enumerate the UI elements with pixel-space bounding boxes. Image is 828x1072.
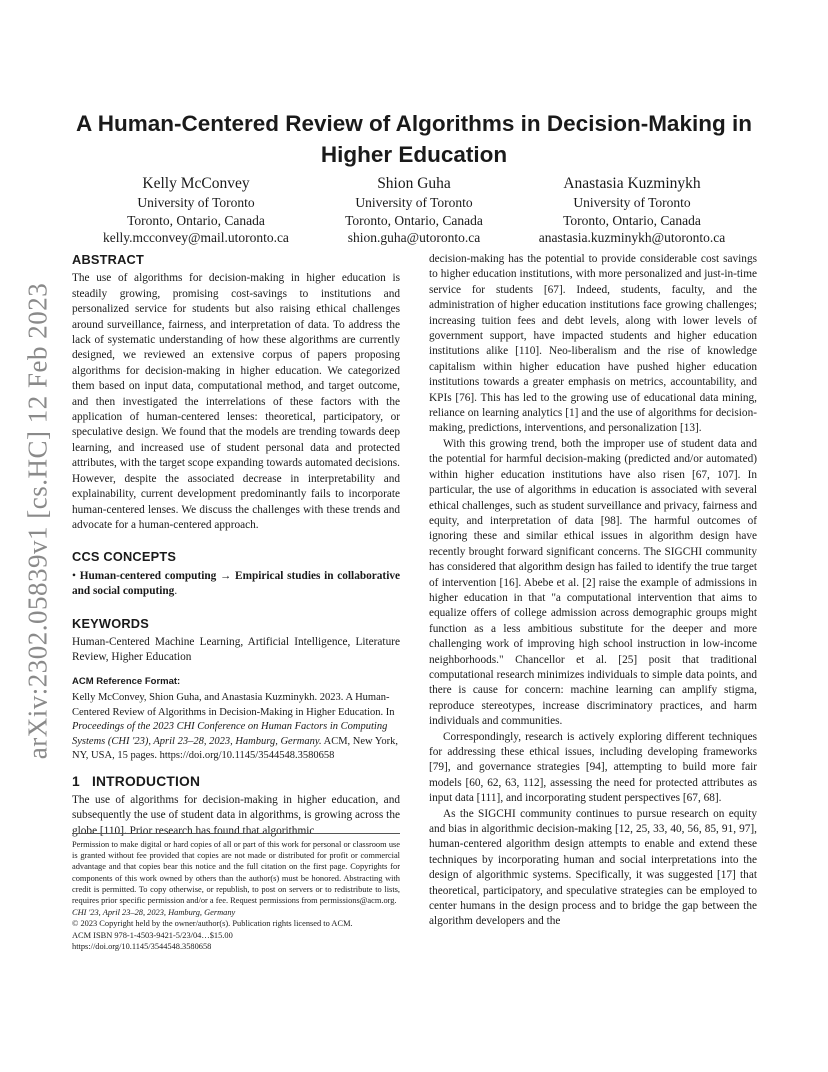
author-email: kelly.mcconvey@mail.utoronto.ca [103, 230, 289, 245]
author-block-1 [96, 174, 296, 247]
reference-text: Kelly McConvey, Shion Guha, and Anastasia Kuzminykh. 2023. A Human-Centered Review of Algorithms in Decision-Making in Higher Education. In [72, 692, 395, 718]
introduction-heading: 1 INTRODUCTION [72, 773, 201, 789]
author-location: Toronto, Ontario, Canada [563, 212, 701, 228]
abstract-text: The use of algorithms for decision-making in higher education is steadily growing, promising cost-savings to institutions and personalized service for students but also raising ethical challenges around surveillance, fairness, and interpretation of data. To address the lack of systematic understanding of how these algorithms are currently designed, we reviewed an extensive corpus of papers proposing algorithms for decision-making in higher education. We categorized them based on input data, computational method, and target outcome, and then investigated the interrelations of these factors with the application of human-centered lenses: theoretical, participatory, or speculative design. We found that the models are trending towards deep learning, and increased use of student personal data and protected attributes, with the target scope expanding towards automated decisions. However, despite the associated decrease in interpretability and explainability, current development predominantly fails to incorporate human-centered lenses. We discuss the challenges with these trends and advocate for a human-centered approach. [72, 272, 400, 531]
author-name: Anastasia Kuzminykh [563, 175, 701, 192]
intro-paragraph-3: Correspondingly, research is actively exploring different techniques for addressing these ethical issues, including developing frameworks [79], and governance strategies [94], attempting to build more fair models [60, 62, 63, 112], assessing the need for protected attributes as input data [111], and incorporating student perspectives [67, 68]. [429, 730, 757, 805]
ccs-heading: CCS CONCEPTS [72, 549, 177, 565]
author-email: anastasia.kuzminykh@utoronto.ca [538, 230, 726, 245]
reference-venue: Proceedings of the 2023 CHI Conference on Human Factors in Computing Systems (CHI '23), April 23–28, 2023, Hamburg, Germany. [72, 721, 388, 747]
author-name: Shion Guha [377, 175, 451, 192]
ccs-concepts [72, 569, 400, 600]
introduction-left-text: The use of algorithms for decision-making in higher education, and subsequently the use of student data in algorithms, is growing across the globe [110]. Prior research has found that algorithmic [72, 794, 400, 837]
isbn-line: ACM ISBN 978-1-4503-9421-5/23/04…$15.00 [72, 930, 233, 940]
permission-notice: Permission to make digital or hard copies of all or part of this work for personal or classroom use is granted without fee provided that copies are not made or distributed for profit or commercial advantage and that copies bear this notice and the full citation on the first page. Copyrights for components of this work owned by others than the author(s) must be honored. Abstracting with credit is permitted. To copy otherwise, or republish, to post on servers or to redistribute to lists, requires prior specific permission and/or a fee. Request permissions from permissions@acm.org. [72, 840, 400, 906]
author-affiliation: University of Toronto [355, 195, 473, 210]
paper-title: A Human-Centered Review of Algorithms in Decision-Making in Higher Education [76, 111, 752, 167]
arxiv-stamp-text: arXiv:2302.05839v1 [cs.HC] 12 Feb 2023 [22, 282, 53, 760]
author-name: Kelly McConvey [142, 175, 250, 192]
copyright-footer [72, 833, 400, 952]
author-location: Toronto, Ontario, Canada [345, 212, 483, 228]
author-block-3 [522, 174, 742, 247]
copyright-line: © 2023 Copyright held by the owner/author(s). Publication rights licensed to ACM. [72, 919, 353, 929]
ccs-end: . [174, 585, 178, 598]
doi-line: https://doi.org/10.1145/3544548.3580658 [72, 941, 212, 951]
arxiv-stamp [18, 282, 58, 760]
conference-line: CHI '23, April 23–28, 2023, Hamburg, Germany [72, 908, 236, 918]
footer-divider [72, 833, 400, 834]
author-email: shion.guha@utoronto.ca [347, 230, 481, 245]
keywords-text: Human-Centered Machine Learning, Artificial Intelligence, Literature Review, Higher Education [72, 635, 400, 664]
ccs-bullet: • [72, 569, 76, 582]
intro-paragraph-1: decision-making has the potential to provide considerable cost savings to higher education institutions, with more personalized and just-in-time service for students [67]. Indeed, students, faculty, and the administration of higher education institutions face growing challenges; increasing tuition fees and debt levels, along with lower levels of government support, have impacted students and higher education institutions alike [110]. Neo-liberalism and the rise of knowledge capitalism within higher education have pushed higher education institutions towards a greater emphasis on metrics, accountability, and KPIs [76]. This has led to the growing use of educational data mining, reliance on learning analytics [1] and the use of algorithms for decision-making, predictions, interventions, and personalization [13]. [429, 253, 757, 435]
author-location: Toronto, Ontario, Canada [127, 212, 265, 228]
reference-tail: ACM, New York, NY, USA, 15 pages. https://doi.org/10.1145/3544548.3580658 [72, 735, 399, 762]
abstract-heading: ABSTRACT [72, 252, 144, 267]
reference-format-heading: ACM Reference Format: [72, 675, 181, 687]
ccs-concept: Human-centered computing → Empirical studies in collaborative and social computing [72, 569, 400, 598]
intro-paragraph-2: With this growing trend, both the improper use of student data and the potential for harmful decision-making (predicted and/or automated) within higher education institutions have also risen [67, 107]. In particular, the use of algorithms in education is associated with several ethical challenges, such as student surveillance and privacy, fairness and equity, and interpretation of data [98]. The harmful outcomes of ignoring these and similar ethical issues in algorithm design have recently brought forward significant concerns. The SIGCHI community has considered that algorithm design has failed to identify the true target of intervention [16]. Abebe et al. [2] raise the example of admissions in higher education in that "a computational intervention that aims to equalize offers of college admission across demographic groups might function as a less ambitious substitute for the deeper and more challenging work of improving high school instruction in low-income neighborhoods." Chancellor et al. [25] posit that traditional computational research minimizes individuals to simple data points, and there is cause for concern: machine learning can amplify stigma, reproduce stereotypes, increase discriminatory practices, and harm individuals and communities. [429, 437, 757, 728]
author-affiliation: University of Toronto [573, 195, 691, 210]
author-block-2 [314, 174, 514, 247]
author-affiliation: University of Toronto [137, 195, 255, 210]
right-column [429, 252, 757, 930]
left-column [72, 252, 400, 839]
reference-format-text [72, 691, 400, 764]
keywords-heading: KEYWORDS [72, 615, 149, 631]
intro-paragraph-4: As the SIGCHI community continues to pursue research on equity and bias in algorithmic decision-making [12, 25, 33, 40, 56, 85, 91, 97], human-centered algorithm design attempts to enable and extend these techniques by incorporating human and social interpretations into the design of algorithmic systems. Specifically, it was suggested [17] that theoretical, participatory, and speculative strategies can be employed to center humans in the design process and to bridge the gap between the algorithm developers and the [429, 807, 757, 928]
